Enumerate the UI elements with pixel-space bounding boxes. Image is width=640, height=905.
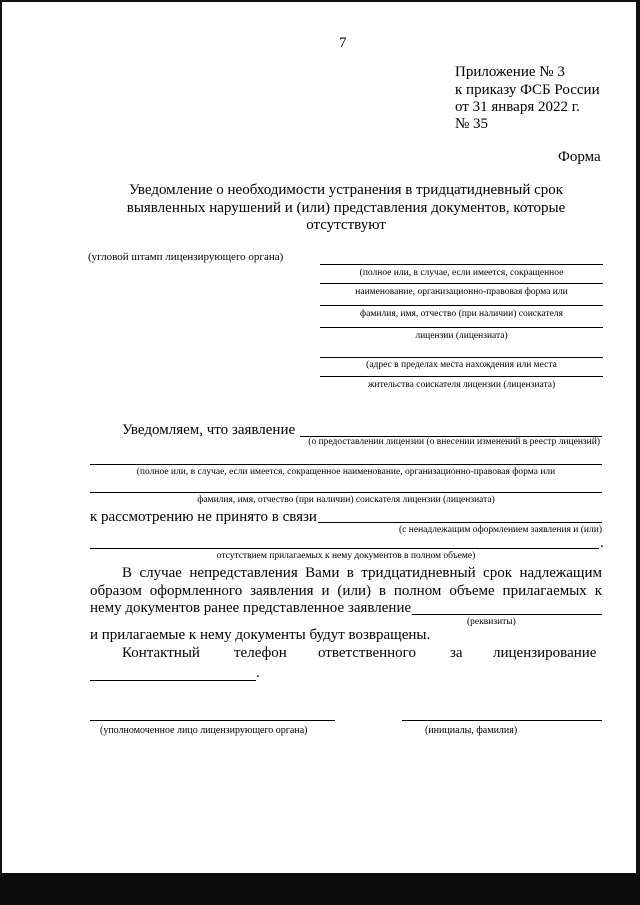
stamp-label: (угловой штамп лицензирующего органа) bbox=[88, 251, 284, 263]
addressee-hint-3: фамилия, имя, отчество (при наличии) соискателя bbox=[360, 309, 563, 319]
reason-hint-2: отсутствием прилагаемых к нему документов в полном объеме) bbox=[216, 551, 476, 561]
addressee-hint-5: (адрес в пределах места нахождения или места bbox=[366, 360, 557, 370]
signature-rule-left bbox=[90, 720, 335, 721]
title-line-3: отсутствуют bbox=[306, 217, 386, 233]
appendix-line-3: от 31 января 2022 г. bbox=[455, 99, 580, 115]
addressee-hint-4: лицензии (лицензиата) bbox=[415, 331, 508, 341]
contact-word-2: телефон bbox=[234, 645, 287, 661]
scan-border-top bbox=[0, 0, 640, 2]
reason-rule-2 bbox=[90, 548, 599, 549]
addressee-hint-2: наименование, организационно-правовая форма или bbox=[355, 287, 568, 297]
scan-border-left bbox=[0, 0, 2, 905]
paragraph-line-2: образом оформленного заявления и (или) в полном объеме прилагаемых к bbox=[90, 583, 602, 599]
title-line-1: Уведомление о необходимости устранения в тридцатидневный срок bbox=[128, 182, 564, 198]
paragraph-line-3: нему документов ранее представленное заявление bbox=[90, 600, 412, 616]
phone-rule bbox=[90, 680, 256, 681]
addressee-hint-1: (полное или, в случае, если имеется, сокращенное bbox=[359, 268, 564, 278]
not-accepted-text: к рассмотрению не принято в связи bbox=[90, 509, 317, 525]
scan-border-right bbox=[636, 0, 640, 905]
phone-period: . bbox=[256, 665, 260, 681]
applicant-rule-1 bbox=[90, 464, 602, 465]
contact-word-5: лицензирование bbox=[493, 645, 597, 661]
form-label: Форма bbox=[558, 149, 601, 165]
page-number: 7 bbox=[339, 35, 347, 51]
paragraph-line-4: и прилагаемые к нему документы будут возвращены. bbox=[90, 627, 431, 643]
addressee-rule-6 bbox=[320, 376, 603, 377]
scan-border-bottom bbox=[0, 873, 640, 905]
applicant-rule-2 bbox=[90, 492, 602, 493]
contact-word-1: Контактный bbox=[122, 645, 200, 661]
applicant-hint-2: фамилия, имя, отчество (при наличии) соискателя лицензии (лицензиата) bbox=[197, 495, 495, 505]
reason-hint-1: (с ненадлежащим оформлением заявления и (или) bbox=[399, 525, 602, 535]
addressee-rule-2 bbox=[320, 283, 603, 284]
title-line-2: выявленных нарушений и (или) представления документов, которые bbox=[126, 200, 566, 216]
appendix-line-2: к приказу ФСБ России bbox=[455, 82, 600, 98]
contact-word-3: ответственного bbox=[318, 645, 416, 661]
signature-hint-right: (инициалы, фамилия) bbox=[425, 725, 518, 736]
addressee-hint-6: жительства соискателя лицензии (лицензиата) bbox=[367, 380, 556, 390]
reason-period: . bbox=[600, 535, 604, 551]
appendix-line-4: № 35 bbox=[455, 116, 489, 132]
paragraph-line-1: В случае непредставления Вами в тридцатидневный срок надлежащим bbox=[122, 565, 602, 581]
addressee-rule-5 bbox=[320, 357, 603, 358]
details-hint: (реквизиты) bbox=[467, 617, 516, 627]
addressee-rule-3 bbox=[320, 305, 603, 306]
addressee-rule-4 bbox=[320, 327, 603, 328]
notice-intro: Уведомляем, что заявление bbox=[122, 422, 296, 438]
signature-hint-left: (уполномоченное лицо лицензирующего органа) bbox=[100, 725, 308, 736]
appendix-line-1: Приложение № 3 bbox=[455, 64, 565, 80]
application-hint: (о предоставлении лицензии (о внесении изменений в реестр лицензий) bbox=[308, 437, 600, 447]
contact-word-4: за bbox=[450, 645, 463, 661]
applicant-hint-1: (полное или, в случае, если имеется, сокращенное наименование, организационно-правовая форма или bbox=[136, 467, 556, 477]
addressee-rule-1 bbox=[320, 264, 603, 265]
reason-rule-1 bbox=[318, 522, 602, 523]
signature-rule-right bbox=[402, 720, 602, 721]
details-rule bbox=[412, 614, 602, 615]
